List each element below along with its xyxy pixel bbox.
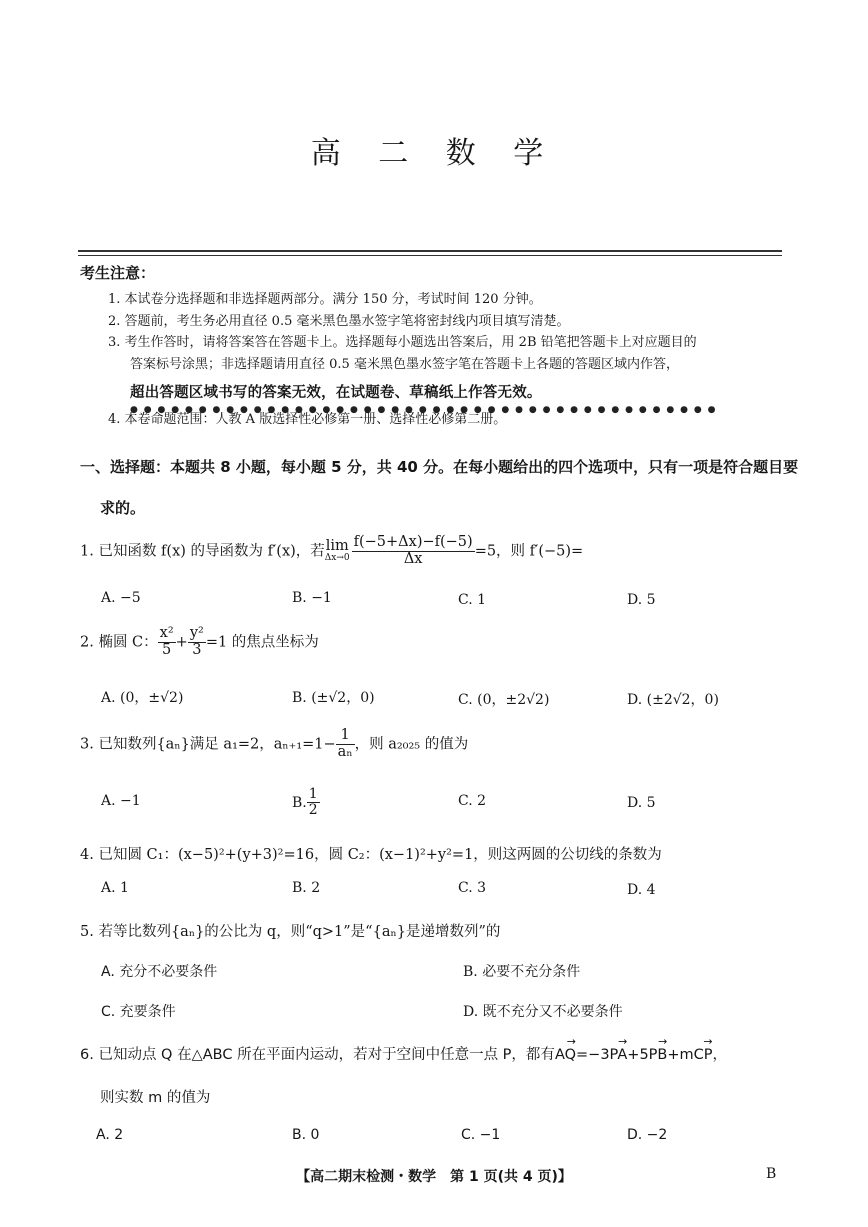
notice-item-3c: 超出答题区域书写的答案无效，在试题卷、草稿纸上作答无效。 [130,385,542,401]
q6-option-a: A. 2 [96,1127,124,1143]
header-rule-top [78,250,782,252]
q6-option-d: D. −2 [627,1127,668,1143]
notice-item-2: 2. 答题前，考生务必用直径 0.5 毫米黑色墨水签字笔将密封线内项目填写清楚。 [108,314,570,329]
section-heading-line1: 一、选择题：本题共 8 小题，每小题 5 分，共 40 分。在每小题给出的四个选项中，只有一项是符合题目要 [80,458,799,476]
q4-option-c: C. 3 [458,880,487,896]
question-4: 4. 已知圆 C₁：(x−5)²+(y+3)²=16，圆 C₂：(x−1)²+y²=1，则这两圆的公切线的条数为 [80,847,662,863]
vector-cp: → CP [694,1047,713,1063]
notice-heading: 考生注意： [80,264,156,282]
header-rule-bottom [78,255,782,256]
q1-option-c: C. 1 [458,592,487,608]
notice-item-3b: 答案标号涂黑；非选择题请用直径 0.5 毫米黑色墨水签字笔在答题卡上各题的答题区域内作答， [130,357,679,372]
paper-version: B [766,1166,777,1182]
q1-option-d: D. 5 [627,592,656,608]
q3-option-a: A. −1 [101,793,141,809]
q2-option-c: C. (0，±2√2) [458,692,550,708]
q5-option-a: A. 充分不必要条件 [101,964,218,980]
q6-option-b: B. 0 [292,1127,320,1143]
q1-option-b: B. −1 [292,590,332,606]
q4-option-d: D. 4 [627,882,656,898]
notice-item-4: 4. 本卷命题范围：人教 A 版选择性必修第一册、选择性必修第二册。 [108,412,507,427]
question-6: 6. 已知动点 Q 在△ABC 所在平面内运动，若对于空间中任意一点 P，都有→ AQ=−3→ PA+5→ PB+m→ CP， [80,1043,727,1064]
q3-option-b-fraction: $\frac{1}{2}$ [308,786,318,819]
q5-option-d: D. 既不充分又不必要条件 [463,1004,623,1020]
vector-pb: → PB [649,1047,668,1063]
question-6-line2: 则实数 m 的值为 [100,1090,211,1106]
q1-option-a: A. −5 [101,590,141,606]
q2-option-b: B. (±√2，0) [292,690,375,706]
q5-option-c: C. 充要条件 [101,1004,176,1020]
q2-option-a: A. (0，±√2) [101,690,184,706]
section-heading-line2: 求的。 [100,499,146,517]
vector-pa: → PA [610,1047,628,1063]
q3-option-b: B. $\frac{1}{2}$ [292,786,318,819]
page-footer: 【高二期末检测・数学 第 1 页(共 4 页)】 [296,1169,572,1185]
question-1 [80,535,583,568]
q1-pre: 1. 已知函数 f(x) 的导函数为 f′(x)，若 [80,543,325,560]
notice-item-3a: 3. 考生作答时，请将答案答在答题卡上。选择题每小题选出答案后，用 2B 铅笔把答题卡上对应题目的 [108,335,697,350]
q1-fraction: $\frac{f(-5+\Delta x)-f(-5)}{\Delta x}$ [353,534,473,567]
vector-aq: → AQ [555,1047,576,1063]
q1-post: =5，则 f′(−5)= [474,543,584,560]
q2-option-d: D. (±2√2，0) [627,692,719,708]
q4-option-b: B. 2 [292,880,321,896]
question-2: 2. 椭圆 C： $\frac{\text{x²}}{5}$ + $\frac{\text{y²}}{3}$ =1 的焦点坐标为 [80,625,319,658]
question-5: 5. 若等比数列{aₙ}的公比为 q，则“q>1”是“{aₙ}是递增数列”的 [80,924,501,940]
q3-option-c: C. 2 [458,793,487,809]
notice-item-1: 1. 本试卷分选择题和非选择题两部分。满分 150 分，考试时间 120 分钟。 [108,292,542,307]
q2-fraction-x: $\frac{\text{x²}}{5}$ [159,625,174,658]
q3-fraction: $\frac{1}{\text{aₙ}}$ [337,727,353,760]
emphasis-dots: ●●●●●●●●●●●●●●●●●●●●●●●●●●●●●●●●●●●●●●●●●●● [130,405,722,415]
page-title: 高 二 数 学 [310,136,558,171]
q1-limit: lim Δx→0 [324,537,350,564]
q5-option-b: B. 必要不充分条件 [463,964,581,980]
q3-option-d: D. 5 [627,795,656,811]
q6-option-c: C. −1 [461,1127,501,1143]
question-3: 3. 已知数列{aₙ}满足 a₁=2，aₙ₊₁=1− $\frac{1}{\text{aₙ}}$ ，则 a₂₀₂₅ 的值为 [80,727,469,760]
q4-option-a: A. 1 [101,880,129,896]
q2-fraction-y: $\frac{\text{y²}}{3}$ [189,625,204,658]
